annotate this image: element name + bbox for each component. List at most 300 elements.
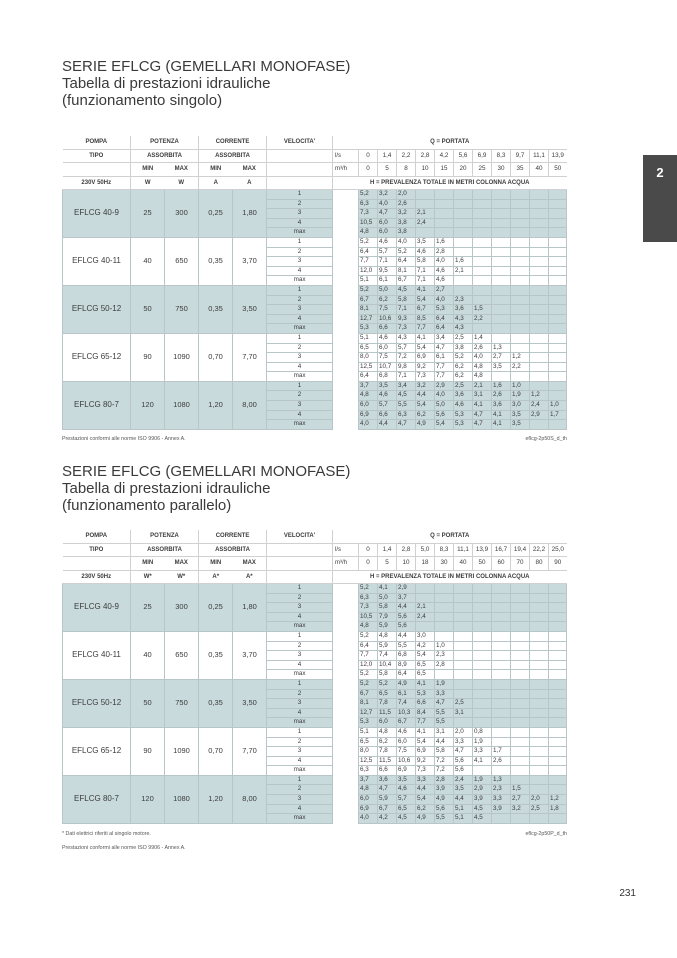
head-value xyxy=(530,727,549,737)
head-value xyxy=(530,266,549,276)
speed-setting: 3 xyxy=(267,257,333,267)
col-header-min: MIN xyxy=(131,163,165,177)
head-value: 6,3 xyxy=(359,766,378,776)
spacer-cell xyxy=(333,603,359,613)
head-value xyxy=(511,295,530,305)
section2-footnote: * Dati elettrici riferiti al singolo motore. xyxy=(62,831,151,837)
section1-title-line2: Tabella di prestazioni idrauliche xyxy=(62,75,271,92)
head-value: 7,5 xyxy=(378,305,397,315)
head-value: 7,2 xyxy=(397,353,416,363)
table-row xyxy=(63,631,567,641)
spacer-cell xyxy=(333,795,359,805)
head-value xyxy=(454,276,473,286)
spacer-cell xyxy=(333,756,359,766)
head-value: 5,5 xyxy=(397,401,416,411)
spacer-cell xyxy=(333,305,359,315)
head-value: 7,1 xyxy=(416,276,435,286)
head-value xyxy=(473,670,492,680)
head-value xyxy=(511,276,530,286)
head-value: 3,3 xyxy=(492,795,511,805)
head-value: 5,2 xyxy=(359,190,378,200)
head-value: 5,2 xyxy=(359,631,378,641)
col-header-corrente: CORRENTE xyxy=(199,530,267,543)
head-value: 3,0 xyxy=(416,631,435,641)
head-value: 5,2 xyxy=(359,584,378,594)
head-value xyxy=(492,285,511,295)
head-value: 2,7 xyxy=(435,285,454,295)
chapter-tab: 2 xyxy=(643,155,677,242)
head-value xyxy=(511,343,530,353)
head-value: 5,4 xyxy=(416,295,435,305)
head-value: 12,0 xyxy=(359,660,378,670)
head-value: 5,7 xyxy=(397,795,416,805)
head-value xyxy=(530,689,549,699)
flow-m3h-value: 15 xyxy=(435,163,454,177)
head-value: 2,1 xyxy=(454,266,473,276)
head-value xyxy=(454,218,473,228)
head-value xyxy=(511,237,530,247)
head-value xyxy=(549,199,567,209)
head-value xyxy=(454,612,473,622)
section1-title xyxy=(62,58,350,109)
head-value xyxy=(492,689,511,699)
head-value: 4,5 xyxy=(473,804,492,814)
speed-setting: 4 xyxy=(267,804,333,814)
head-value xyxy=(511,718,530,728)
head-value: 5,3 xyxy=(435,305,454,315)
head-value: 4,6 xyxy=(454,401,473,411)
current-max: 7,70 xyxy=(233,727,267,775)
head-value xyxy=(511,727,530,737)
speed-setting: 1 xyxy=(267,679,333,689)
flow-ls-value: 6,9 xyxy=(473,149,492,163)
head-value: 2,4 xyxy=(416,612,435,622)
head-value xyxy=(435,199,454,209)
head-value xyxy=(511,737,530,747)
head-value: 2,2 xyxy=(473,314,492,324)
head-value xyxy=(530,276,549,286)
spacer-cell xyxy=(333,237,359,247)
head-value: 6,7 xyxy=(397,276,416,286)
head-value: 7,7 xyxy=(435,372,454,382)
flow-m3h-value: 18 xyxy=(416,557,435,571)
head-value xyxy=(435,228,454,238)
head-value: 3,5 xyxy=(511,420,530,430)
head-value: 6,5 xyxy=(359,343,378,353)
head-value xyxy=(492,679,511,689)
power-min: 25 xyxy=(131,584,165,632)
head-value: 8,1 xyxy=(397,266,416,276)
speed-setting: 3 xyxy=(267,401,333,411)
performance-table-single xyxy=(62,136,567,430)
head-value: 5,4 xyxy=(416,401,435,411)
head-value xyxy=(549,593,567,603)
head-value: 0,8 xyxy=(473,727,492,737)
head-value xyxy=(549,603,567,613)
head-value xyxy=(511,266,530,276)
current-min: 0,70 xyxy=(199,727,233,775)
power-max: 650 xyxy=(165,631,199,679)
head-value: 4,7 xyxy=(378,209,397,219)
spacer-cell xyxy=(333,247,359,257)
head-value xyxy=(492,766,511,776)
col-header-portata: Q = PORTATA xyxy=(333,530,567,543)
head-value: 4,5 xyxy=(473,814,492,824)
head-value xyxy=(473,295,492,305)
head-value xyxy=(454,285,473,295)
head-value xyxy=(454,584,473,594)
spacer-cell xyxy=(333,401,359,411)
power-max: 1080 xyxy=(165,381,199,429)
head-value xyxy=(473,641,492,651)
head-value: 3,0 xyxy=(511,401,530,411)
head-value xyxy=(511,209,530,219)
head-value: 3,9 xyxy=(492,804,511,814)
head-value xyxy=(454,689,473,699)
head-value: 5,6 xyxy=(454,756,473,766)
head-value xyxy=(549,257,567,267)
spacer-cell xyxy=(333,381,359,391)
head-value: 4,2 xyxy=(378,814,397,824)
head-value: 4,4 xyxy=(416,785,435,795)
head-value xyxy=(454,679,473,689)
head-value: 7,1 xyxy=(397,305,416,315)
model-name: EFLCG 40-9 xyxy=(63,584,131,632)
model-name: EFLCG 65-12 xyxy=(63,333,131,381)
head-value: 5,6 xyxy=(435,410,454,420)
head-value: 2,9 xyxy=(530,410,549,420)
head-value: 5,1 xyxy=(359,727,378,737)
head-value: 5,5 xyxy=(397,641,416,651)
head-value: 6,7 xyxy=(359,689,378,699)
spacer-cell xyxy=(333,708,359,718)
head-value: 4,9 xyxy=(416,420,435,430)
head-value xyxy=(530,209,549,219)
head-value xyxy=(549,285,567,295)
spacer-cell xyxy=(333,266,359,276)
head-value: 1,9 xyxy=(435,679,454,689)
head-value: 2,0 xyxy=(530,795,549,805)
head-value xyxy=(530,199,549,209)
head-value: 4,4 xyxy=(435,737,454,747)
head-value: 5,4 xyxy=(416,343,435,353)
head-value: 1,0 xyxy=(435,641,454,651)
head-value xyxy=(492,631,511,641)
head-value xyxy=(530,257,549,267)
head-value xyxy=(530,218,549,228)
col-header-tipo: TIPO xyxy=(63,149,131,163)
head-value: 4,9 xyxy=(416,814,435,824)
col-header-min: MIN xyxy=(131,557,165,571)
head-value: 5,2 xyxy=(359,285,378,295)
head-value xyxy=(492,247,511,257)
head-value xyxy=(549,631,567,641)
head-value xyxy=(530,660,549,670)
head-value xyxy=(549,190,567,200)
head-value xyxy=(549,766,567,776)
head-value: 1,2 xyxy=(549,795,567,805)
head-value: 6,9 xyxy=(416,353,435,363)
head-value: 6,0 xyxy=(378,228,397,238)
spacer-cell xyxy=(333,747,359,757)
head-value: 7,7 xyxy=(359,651,378,661)
col-header-pompa: POMPA xyxy=(63,530,131,543)
head-value: 3,5 xyxy=(511,410,530,420)
head-value: 4,6 xyxy=(397,785,416,795)
head-value: 5,4 xyxy=(416,651,435,661)
current-max: 3,50 xyxy=(233,679,267,727)
head-value: 6,5 xyxy=(397,804,416,814)
head-value xyxy=(473,190,492,200)
head-value xyxy=(492,257,511,267)
head-value xyxy=(511,584,530,594)
head-value xyxy=(492,660,511,670)
head-value: 1,9 xyxy=(511,391,530,401)
speed-setting: max xyxy=(267,718,333,728)
head-value: 3,1 xyxy=(473,391,492,401)
head-value xyxy=(549,333,567,343)
flow-m3h-value: 50 xyxy=(549,163,567,177)
head-value: 3,3 xyxy=(473,747,492,757)
power-min: 50 xyxy=(131,285,165,333)
head-value xyxy=(549,727,567,737)
power-min: 120 xyxy=(131,775,165,823)
spacer-cell xyxy=(333,257,359,267)
table-row xyxy=(63,727,567,737)
unit-ls: l/s xyxy=(333,149,359,163)
col-header-velocita: VELOCITA' xyxy=(267,136,333,149)
head-value: 3,6 xyxy=(454,305,473,315)
speed-setting: max xyxy=(267,814,333,824)
flow-ls-value: 22,2 xyxy=(530,543,549,557)
head-value: 4,2 xyxy=(416,641,435,651)
head-value xyxy=(530,372,549,382)
head-value: 5,2 xyxy=(397,247,416,257)
head-value: 7,2 xyxy=(435,766,454,776)
head-value xyxy=(454,593,473,603)
head-value xyxy=(454,190,473,200)
col-header-blank xyxy=(267,176,333,190)
table-row xyxy=(63,237,567,247)
head-value: 9,2 xyxy=(416,362,435,372)
flow-m3h-value: 20 xyxy=(454,163,473,177)
speed-setting: 4 xyxy=(267,218,333,228)
head-value xyxy=(492,612,511,622)
head-value xyxy=(492,295,511,305)
head-value xyxy=(549,228,567,238)
head-value xyxy=(511,593,530,603)
head-value: 4,7 xyxy=(473,420,492,430)
speed-setting: max xyxy=(267,372,333,382)
power-max: 750 xyxy=(165,285,199,333)
head-value xyxy=(530,584,549,594)
head-value: 4,8 xyxy=(378,727,397,737)
speed-setting: max xyxy=(267,228,333,238)
flow-m3h-value: 35 xyxy=(511,163,530,177)
head-value xyxy=(549,785,567,795)
col-header-blank xyxy=(267,543,333,557)
col-header-tipo: TIPO xyxy=(63,543,131,557)
head-value xyxy=(492,670,511,680)
current-max: 1,80 xyxy=(233,584,267,632)
head-value: 6,1 xyxy=(435,353,454,363)
head-value xyxy=(511,612,530,622)
head-value xyxy=(416,228,435,238)
head-value xyxy=(454,651,473,661)
head-value xyxy=(511,333,530,343)
head-value xyxy=(511,603,530,613)
head-value xyxy=(549,209,567,219)
section2-title xyxy=(62,463,350,514)
flow-ls-value: 13,9 xyxy=(549,149,567,163)
speed-setting: 1 xyxy=(267,333,333,343)
head-value xyxy=(511,670,530,680)
head-value: 5,0 xyxy=(378,593,397,603)
head-value xyxy=(530,420,549,430)
speed-setting: 3 xyxy=(267,603,333,613)
head-value: 4,1 xyxy=(416,679,435,689)
head-value: 2,3 xyxy=(454,295,473,305)
head-value xyxy=(473,218,492,228)
current-max: 3,50 xyxy=(233,285,267,333)
head-value: 4,3 xyxy=(454,314,473,324)
head-value xyxy=(473,237,492,247)
head-value xyxy=(473,593,492,603)
col-header-corrente: CORRENTE xyxy=(199,136,267,149)
head-value xyxy=(530,314,549,324)
flow-ls-value: 11,1 xyxy=(454,543,473,557)
spacer-cell xyxy=(333,190,359,200)
spacer-cell xyxy=(333,631,359,641)
spacer-cell xyxy=(333,420,359,430)
flow-ls-value: 2,8 xyxy=(416,149,435,163)
power-min: 25 xyxy=(131,190,165,238)
head-value: 3,1 xyxy=(454,708,473,718)
flow-ls-value: 25,0 xyxy=(549,543,567,557)
head-value: 6,4 xyxy=(435,324,454,334)
flow-ls-value: 9,7 xyxy=(511,149,530,163)
speed-setting: max xyxy=(267,670,333,680)
flow-ls-value: 8,3 xyxy=(492,149,511,163)
speed-setting: 4 xyxy=(267,314,333,324)
head-value: 6,0 xyxy=(397,737,416,747)
head-value xyxy=(549,622,567,632)
head-value xyxy=(492,603,511,613)
flow-ls-value: 0 xyxy=(359,543,378,557)
spacer-cell xyxy=(333,651,359,661)
head-value: 4,3 xyxy=(397,333,416,343)
head-value: 2,5 xyxy=(454,333,473,343)
speed-setting: 4 xyxy=(267,266,333,276)
head-value: 7,3 xyxy=(416,766,435,776)
speed-setting: max xyxy=(267,276,333,286)
head-value: 4,7 xyxy=(435,699,454,709)
head-value xyxy=(511,190,530,200)
speed-setting: max xyxy=(267,324,333,334)
flow-ls-value: 1,4 xyxy=(378,543,397,557)
head-value xyxy=(416,199,435,209)
power-min: 90 xyxy=(131,333,165,381)
head-value: 6,0 xyxy=(378,218,397,228)
speed-setting: 2 xyxy=(267,785,333,795)
head-value xyxy=(530,247,549,257)
flow-ls-value: 0 xyxy=(359,149,378,163)
speed-setting: max xyxy=(267,622,333,632)
head-value: 4,8 xyxy=(378,631,397,641)
head-value xyxy=(549,651,567,661)
section2-title-line2: Tabella di prestazioni idrauliche xyxy=(62,480,271,497)
head-value xyxy=(549,814,567,824)
head-value xyxy=(454,660,473,670)
head-value: 5,7 xyxy=(378,401,397,411)
current-min: 0,35 xyxy=(199,679,233,727)
spacer-cell xyxy=(333,276,359,286)
col-header-min: MIN xyxy=(199,557,233,571)
head-value xyxy=(435,209,454,219)
head-value: 4,7 xyxy=(435,343,454,353)
head-value: 6,6 xyxy=(378,410,397,420)
table-row xyxy=(63,190,567,200)
unit-current: A* xyxy=(233,570,267,584)
head-value xyxy=(454,199,473,209)
section2-code: eflcg-2p50P_d_th xyxy=(525,831,567,837)
speed-setting: 1 xyxy=(267,381,333,391)
head-value: 6,0 xyxy=(378,718,397,728)
head-value: 5,8 xyxy=(378,670,397,680)
model-name: EFLCG 50-12 xyxy=(63,285,131,333)
head-value: 5,2 xyxy=(454,353,473,363)
head-value xyxy=(530,641,549,651)
col-header-blank xyxy=(267,570,333,584)
head-value: 2,5 xyxy=(454,699,473,709)
head-value xyxy=(492,333,511,343)
head-value: 6,0 xyxy=(359,401,378,411)
flow-ls-value: 19,4 xyxy=(511,543,530,557)
speed-setting: 3 xyxy=(267,699,333,709)
speed-setting: 1 xyxy=(267,190,333,200)
col-header-prevalenza: H = PREVALENZA TOTALE IN METRI COLONNA ACQUA xyxy=(333,570,567,584)
head-value xyxy=(530,718,549,728)
head-value: 6,4 xyxy=(397,670,416,680)
head-value xyxy=(473,257,492,267)
col-header-blank xyxy=(267,149,333,163)
speed-setting: max xyxy=(267,420,333,430)
speed-setting: 2 xyxy=(267,199,333,209)
section1-code: eflcg-2p50S_d_th xyxy=(525,436,567,442)
head-value xyxy=(530,237,549,247)
head-value: 6,9 xyxy=(397,766,416,776)
head-value xyxy=(530,708,549,718)
head-value: 8,5 xyxy=(416,314,435,324)
head-value: 3,3 xyxy=(416,775,435,785)
flow-m3h-value: 40 xyxy=(454,557,473,571)
head-value: 1,6 xyxy=(435,237,454,247)
head-value: 6,4 xyxy=(397,257,416,267)
head-value xyxy=(549,305,567,315)
head-value: 4,8 xyxy=(359,622,378,632)
unit-power: W xyxy=(131,176,165,190)
head-value: 5,4 xyxy=(435,420,454,430)
head-value: 2,9 xyxy=(473,785,492,795)
head-value: 6,5 xyxy=(378,689,397,699)
head-value: 5,9 xyxy=(378,641,397,651)
head-value: 5,1 xyxy=(359,333,378,343)
head-value xyxy=(492,814,511,824)
head-value: 1,7 xyxy=(492,747,511,757)
spacer-cell xyxy=(333,612,359,622)
head-value: 4,4 xyxy=(397,603,416,613)
flow-m3h-value: 0 xyxy=(359,557,378,571)
